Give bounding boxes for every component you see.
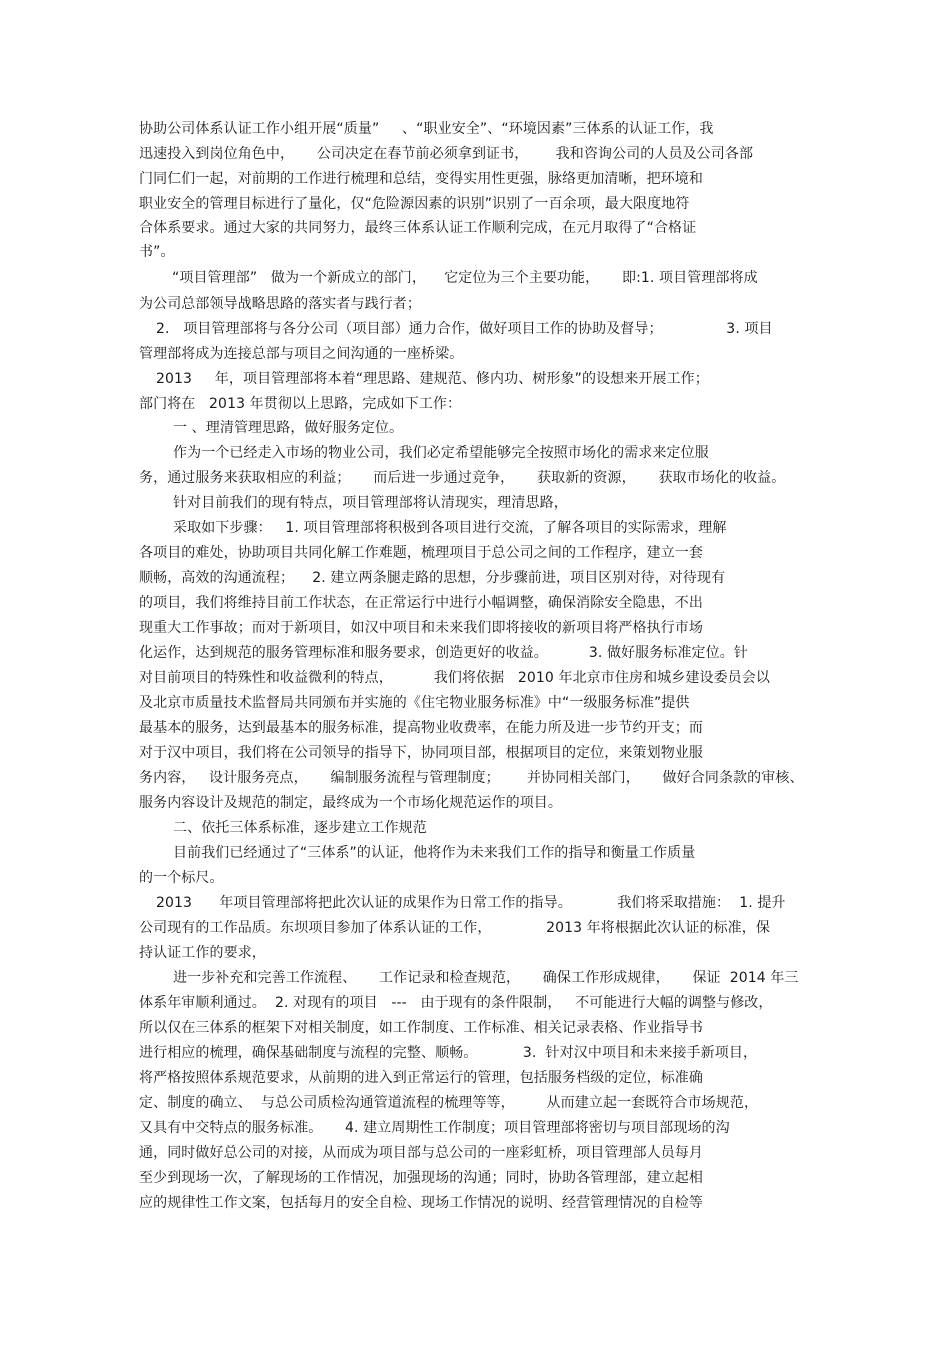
text-line: 至少到现场一次，了解现场的工作情况，加强现场的沟通；同时，协助各管理部，建立起相 <box>139 1170 703 1186</box>
text-line: 2013 年，项目管理部将本着“理思路、建规范、修内功、树形象”的设想来开展工作； <box>156 371 709 387</box>
text-line: 的一个标尺。 <box>139 870 224 886</box>
text-line: 2013 年项目管理部将把此次认证的成果作为日常工作的指导。 我们将采取措施： 1. 提升 <box>156 895 786 911</box>
text-line: 务内容， 设计服务亮点， 编制服务流程与管理制度； 并协同相关部门， 做好合同条款的审核、 <box>139 770 804 786</box>
text-line: 各项目的难处，协助项目共同化解工作难题，梳理项目于总公司之间的工作程序，建立一套 <box>139 545 703 561</box>
text-line: 应的规律性工作文案，包括每月的安全自检、现场工作情况的说明、经营管理情况的自检等 <box>139 1195 703 1211</box>
text-line: 最基本的服务，达到最基本的服务标准，提高物业收费率，在能力所及进一步节约开支；而 <box>139 720 703 736</box>
text-line: 门同仁们一起，对前期的工作进行梳理和总结，变得实用性更强，脉络更加清晰，把环境和 <box>139 171 703 187</box>
text-line: 顺畅，高效的沟通流程； 2. 建立两条腿走路的思想，分步骤前进，项目区别对待，对待现有 <box>139 570 726 586</box>
text-line: “项目管理部” 做为一个新成立的部门， 它定位为三个主要功能， 即:1. 项目管理部将成 <box>172 270 758 286</box>
text-line: 作为一个已经走入市场的物业公司，我们必定希望能够完全按照市场化的需求来定位服 <box>173 445 709 461</box>
text-line: 通，同时做好总公司的对接，从而成为项目部与总公司的一座彩虹桥，项目管理部人员每月 <box>139 1145 703 1161</box>
text-line: 管理部将成为连接总部与项目之间沟通的一座桥梁。 <box>139 346 464 362</box>
text-line: 为公司总部领导战略思路的落实者与践行者； <box>139 296 421 312</box>
text-line: 及北京市质量技术监督局共同颁布并实施的《住宅物业服务标准》中“一级服务标准”提供 <box>139 695 690 711</box>
text-line: 务，通过服务来获取相应的利益； 而后进一步通过竞争， 获取新的资源， 获取市场化的收益。 <box>139 470 786 486</box>
text-line: 现重大工作事故；而对于新项目，如汉中项目和未来我们即将接收的新项目将严格执行市场 <box>139 620 703 636</box>
text-line: 将严格按照体系规范要求，从前期的进入到正常运行的管理，包括服务档级的定位，标准确 <box>139 1070 703 1086</box>
text-line: 定、制度的确立、 与总公司质检沟通管道流程的梳理等等， 从而建立起一套既符合市场规范， <box>139 1095 759 1111</box>
text-line: 针对目前我们的现有特点，项目管理部将认清现实，理清思路， <box>173 495 568 511</box>
text-line: 进行相应的梳理，确保基础制度与流程的完整、顺畅。 3. 针对汉中项目和未来接手新项目， <box>139 1045 758 1061</box>
section-heading: 一 、理清管理思路，做好服务定位。 <box>173 420 404 436</box>
text-line: 迅速投入到岗位角色中， 公司决定在春节前必须拿到证书， 我和咨询公司的人员及公司各部 <box>139 146 754 162</box>
text-line: 对目前项目的特殊性和收益微利的特点， 我们将依据 2010 年北京市住房和城乡建设委员会以 <box>139 670 770 686</box>
text-line: 职业安全的管理目标进行了量化，仅“危险源因素的识别”识别了一百余项，最大限度地符 <box>139 196 690 212</box>
text-line: 又具有中交特点的服务标准。 4. 建立周期性工作制度；项目管理部将密切与项目部现场的沟 <box>139 1120 730 1136</box>
text-line: 进一步补充和完善工作流程、 工作记录和检查规范， 确保工作形成规律， 保证 2014 年三 <box>173 970 799 986</box>
text-line: 所以仅在三体系的框架下对相关制度，如工作制度、工作标准、相关记录表格、作业指导书 <box>139 1020 703 1036</box>
text-line: 服务内容设计及规范的制定，最终成为一个市场化规范运作的项目。 <box>139 795 562 811</box>
text-line: 目前我们已经通过了“三体系”的认证，他将作为未来我们工作的指导和衡量工作质量 <box>173 845 696 861</box>
text-line: 持认证工作的要求， <box>139 945 266 961</box>
text-line: 的项目，我们将维持目前工作状态，在正常运行中进行小幅调整，确保消除安全隐患，不出 <box>139 595 703 611</box>
text-line: 部门将在 2013 年贯彻以上思路，完成如下工作： <box>139 396 462 412</box>
text-line: 采取如下步骤： 1. 项目管理部将积极到各项目进行交流，了解各项目的实际需求，理解 <box>173 520 727 536</box>
text-line: 合体系要求。通过大家的共同努力，最终三体系认证工作顺利完成，在元月取得了“合格证 <box>139 220 697 236</box>
text-line: 对于汉中项目，我们将在公司领导的指导下，协同项目部，根据项目的定位，来策划物业服 <box>139 745 703 761</box>
text-line: 化运作，达到规范的服务管理标准和服务要求，创造更好的收益。 3. 做好服务标准定位。针 <box>139 645 748 661</box>
text-line: 体系年审顺利通过。 2. 对现有的项目 --- 由于现有的条件限制， 不可能进行大幅的调整与修改， <box>139 995 773 1011</box>
text-line: 公司现有的工作品质。东坝项目参加了体系认证的工作， 2013 年将根据此次认证的标准，保 <box>139 920 770 936</box>
section-heading: 二、依托三体系标准，逐步建立工作规范 <box>173 820 427 836</box>
text-line: 书”。 <box>139 244 175 260</box>
text-line: 2. 项目管理部将与各分公司（项目部）通力合作，做好项目工作的协助及督导； 3. 项目 <box>156 321 773 337</box>
text-line: 协助公司体系认证工作小组开展“质量” 、“职业安全”、“环境因素”三体系的认证工作，我 <box>139 121 714 137</box>
